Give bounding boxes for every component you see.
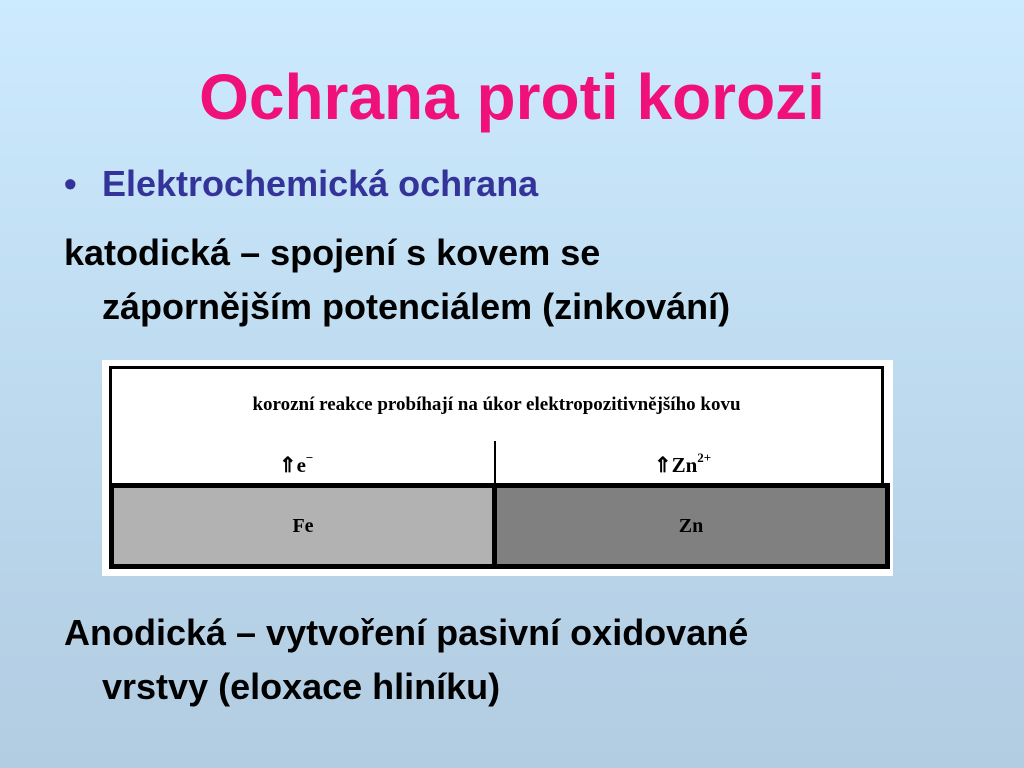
metal-strip [109,483,890,569]
diagram-top-box [109,366,884,484]
cathodic-paragraph [64,226,964,334]
diagram-frame [109,366,884,569]
bullet-marker: • [64,163,77,204]
diagram-caption: korozní reakce probíhají na úkor elektropozitivnějšího kovu [252,394,741,415]
zinc-ion-label-charge: 2+ [697,450,712,465]
zinc-block: Zn [497,488,885,564]
bullet-item [64,160,538,208]
zinc-ion-label-text: ⇑Zn [654,453,698,477]
diagram-divider [494,441,496,484]
cathodic-line-2: zápornějším potenciálem (zinkování) [102,286,731,327]
iron-block: Fe [114,488,497,564]
electron-label-text: ⇑e [279,453,306,477]
electron-label-charge: − [305,450,314,465]
bullet-text: Elektrochemická ochrana [102,163,539,204]
anodic-line-1: Anodická – vytvoření pasivní oxidované [64,612,749,653]
cathodic-line-1: katodická – spojení s kovem se [64,232,601,273]
anodic-paragraph [64,606,964,714]
electron-label [279,450,313,478]
slide-title: Ochrana proti korozi [199,61,825,133]
corrosion-diagram [102,360,893,576]
zinc-ion-label [654,450,711,478]
anodic-line-2: vrstvy (eloxace hliníku) [102,666,501,707]
